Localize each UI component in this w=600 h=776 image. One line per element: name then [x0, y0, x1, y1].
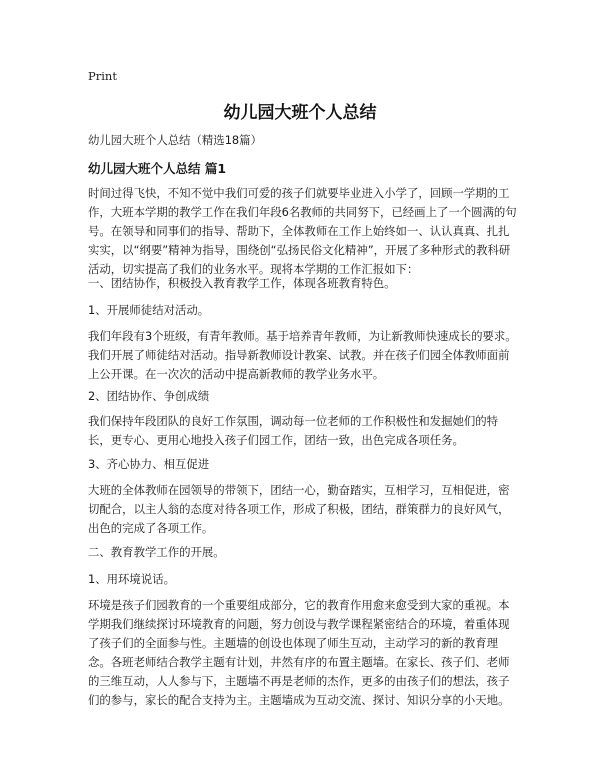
paragraph-item-2: 2、团结协作、争创成绩 [88, 389, 210, 403]
paragraph-body-3: 大班的全体教师在园领导的带领下，团结一心，勤奋踏实，互相学习，互相促进，密切配合，以主人翁的态度对待各项工作，形成了积极，团结，群策群力的良好风气，出色的完成了各项工作。 [88, 483, 510, 535]
print-label: Print [88, 69, 117, 83]
document-subtitle: 幼儿园大班个人总结（精选18篇） [88, 133, 262, 147]
section-heading: 幼儿园大班个人总结 篇1 [88, 161, 227, 176]
paragraph-section-1: 一、团结协作，积极投入教育教学工作，体现各班教育特色。 [88, 276, 396, 290]
document-title: 幼儿园大班个人总结 [223, 103, 377, 123]
paragraph-section-2: 二、教育教学工作的开展。 [88, 545, 225, 559]
paragraph-body-4: 环境是孩子们园教育的一个重要组成部分，它的教育作用愈来愈受到大家的重视。本学期我们继续探讨环境教育的问题，努力创设与教学课程紧密结合的环境，着重体现了孩子们的全面参与性。主题墙的创设也体现了师生互动，主动学习的新的教育理念。各班老师结合教学主题有计划，井然有序的布置主题墙。在家长、孩子们、老师的三维互动，人人参与下，主题墙不再是老师的杰作，更多的由孩子们的想法，孩子们的参与，家长的配合支持为主。主题墙成为互动交流、探讨、知识分享的小天地。 [88, 598, 510, 707]
paragraph-body-1: 我们年段有3个班级，有青年教师。基于培养青年教师，为让新教师快速成长的要求。我们开展了师徒结对活动。指导新教师设计教案、试教。并在孩子们园全体教师面前上公开课。在一次次的活动中提高新教师的教学业务水平。 [88, 329, 517, 381]
paragraph-item-4: 1、用环境说话。 [88, 572, 175, 586]
paragraph-intro: 时间过得飞快，不知不觉中我们可爱的孩子们就要毕业进入小学了，回顾一学期的工作，大班本学期的教学工作在我们年段6名教师的共同努下，已经画上了一个圆满的句号。在领导和同事们的指导、帮助下，全体教师在工作上始终如一、认认真真、扎扎实实，以“纲要”精神为指导，围绕创“弘扬民俗文化精神”，开展了多种形式的教科研活动，切实提高了我们的业务水平。现将本学期的工作汇报如下： [88, 186, 517, 276]
paragraph-item-1: 1、开展师徒结对活动。 [88, 303, 210, 317]
paragraph-body-2: 我们保持年段团队的良好工作氛围，调动每一位老师的工作积极性和发掘她们的特长，更专心、更用心地投入孩子们园工作，团结一致，出色完成各项任务。 [88, 414, 499, 447]
paragraph-item-3: 3、齐心协力、相互促进 [88, 457, 210, 471]
